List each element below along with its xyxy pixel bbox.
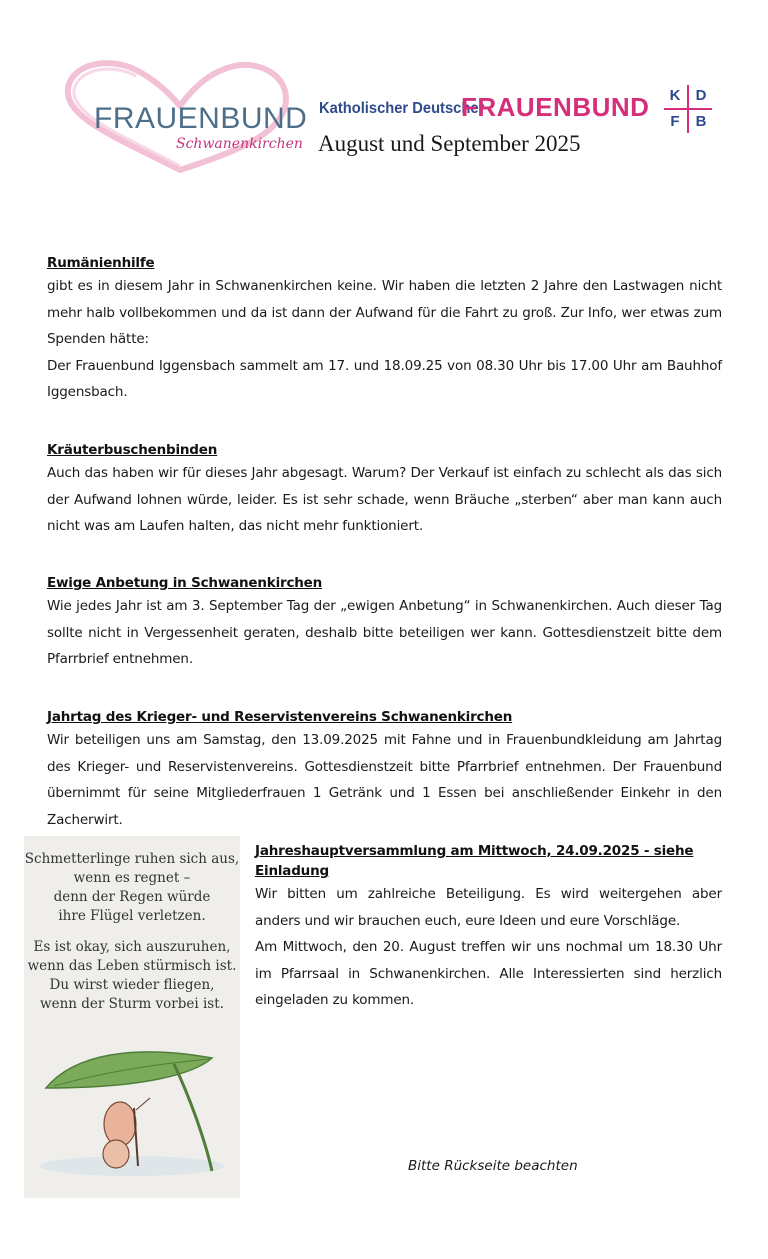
section-heading: Ewige Anbetung in Schwanenkirchen: [47, 575, 323, 591]
back-page-note: Bitte Rückseite beachten: [408, 1158, 578, 1174]
logo-subtitle: Schwanenkirchen: [176, 136, 303, 152]
frauenbund-schwanenkirchen-logo: [58, 58, 308, 176]
section-ewige-anbetung: [47, 573, 722, 673]
poster-line: denn der Regen würde: [53, 889, 211, 905]
butterfly-quote-poster: [24, 836, 240, 1198]
section-text: Wie jedes Jahr ist am 3. September Tag der „ewigen Anbetung“ in Schwanenkirchen. Auch dieser Tag sollte nicht in Vergessenheit geraten, deshalb bitte beteiligen wer kann. Gottesdienstzeit bitte dem Pfarrbrief entnehmen.: [47, 598, 722, 667]
emblem-letter: F: [670, 113, 680, 130]
section-rumaenienhilfe: [47, 253, 722, 406]
section-jahrtag: [47, 707, 722, 833]
section-text: Auch das haben wir für dieses Jahr abgesagt. Warum? Der Verkauf ist einfach zu schlecht als das sich der Aufwand lohnen würde, leider. Es ist sehr schade, wenn Bräuche „sterben“ aber man kann auch nicht was am Laufen halten, das nicht mehr funktioniert.: [47, 465, 722, 534]
section-heading: Jahreshauptversammlung am Mittwoch, 24.09.2025 - siehe Einladung: [255, 843, 694, 879]
emblem-letter: D: [695, 87, 707, 104]
section-heading: Jahrtag des Krieger- und Reservistenvereins Schwanenkirchen: [47, 709, 513, 725]
section-heading: Rumänienhilfe: [47, 255, 155, 271]
org-name: FRAUENBUND: [461, 92, 650, 122]
newsletter-period: August und September 2025: [318, 131, 581, 156]
section-kraeuterbuschenbinden: [47, 440, 722, 540]
emblem-letter: K: [669, 87, 681, 104]
poster-line: ihre Flügel verletzen.: [58, 908, 206, 924]
kdfb-emblem-icon: [664, 85, 712, 133]
poster-line: Du wirst wieder fliegen,: [49, 977, 215, 993]
section-text: Am Mittwoch, den 20. August treffen wir uns nochmal um 18.30 Uhr im Pfarrsaal in Schwanenkirchen. Alle Interessierten sind herzlich eingeladen zu kommen.: [255, 939, 722, 1008]
poster-line: wenn der Sturm vorbei ist.: [40, 996, 224, 1012]
section-jahreshauptversammlung: [255, 841, 722, 1014]
section-heading: Kräuterbuschenbinden: [47, 442, 218, 458]
emblem-letter: B: [695, 113, 707, 130]
poster-line: wenn das Leben stürmisch ist.: [27, 958, 237, 974]
section-text: gibt es in diesem Jahr in Schwanenkirchen keine. Wir haben die letzten 2 Jahre den Lastwagen nicht mehr halb vollbekommen und da ist dann der Aufwand für die Fahrt zu groß. Zur Info, wer etwas zum Spenden hätte:: [47, 278, 722, 347]
poster-line: Schmetterlinge ruhen sich aus,: [24, 851, 240, 867]
section-text: Wir beteiligen uns am Samstag, den 13.09.2025 mit Fahne und in Frauenbundkleidung am Jahrtag des Krieger- und Reservistenvereins. Gottesdienstzeit bitte Pfarrbrief entnehmen. Der Frauenbund übernimmt für seine Mitgliederfrauen 1 Getränk und 1 Essen bei anschließender Einkehr in den Zacherwirt.: [47, 732, 722, 828]
logo-title: FRAUENBUND: [94, 102, 308, 135]
poster-line: Es ist okay, sich auszuruhen,: [33, 939, 231, 955]
org-prefix: Katholischer Deutscher: [319, 100, 485, 117]
poster-line: wenn es regnet –: [73, 870, 191, 886]
section-text: Wir bitten um zahlreiche Beteiligung. Es wird weitergehen aber anders und wir brauchen euch, eure Ideen und eure Vorschläge.: [255, 886, 722, 929]
org-name-line: [319, 92, 650, 122]
section-text: Der Frauenbund Iggensbach sammelt am 17. und 18.09.25 von 08.30 Uhr bis 17.00 Uhr am Bauhhof Iggensbach.: [47, 357, 722, 400]
